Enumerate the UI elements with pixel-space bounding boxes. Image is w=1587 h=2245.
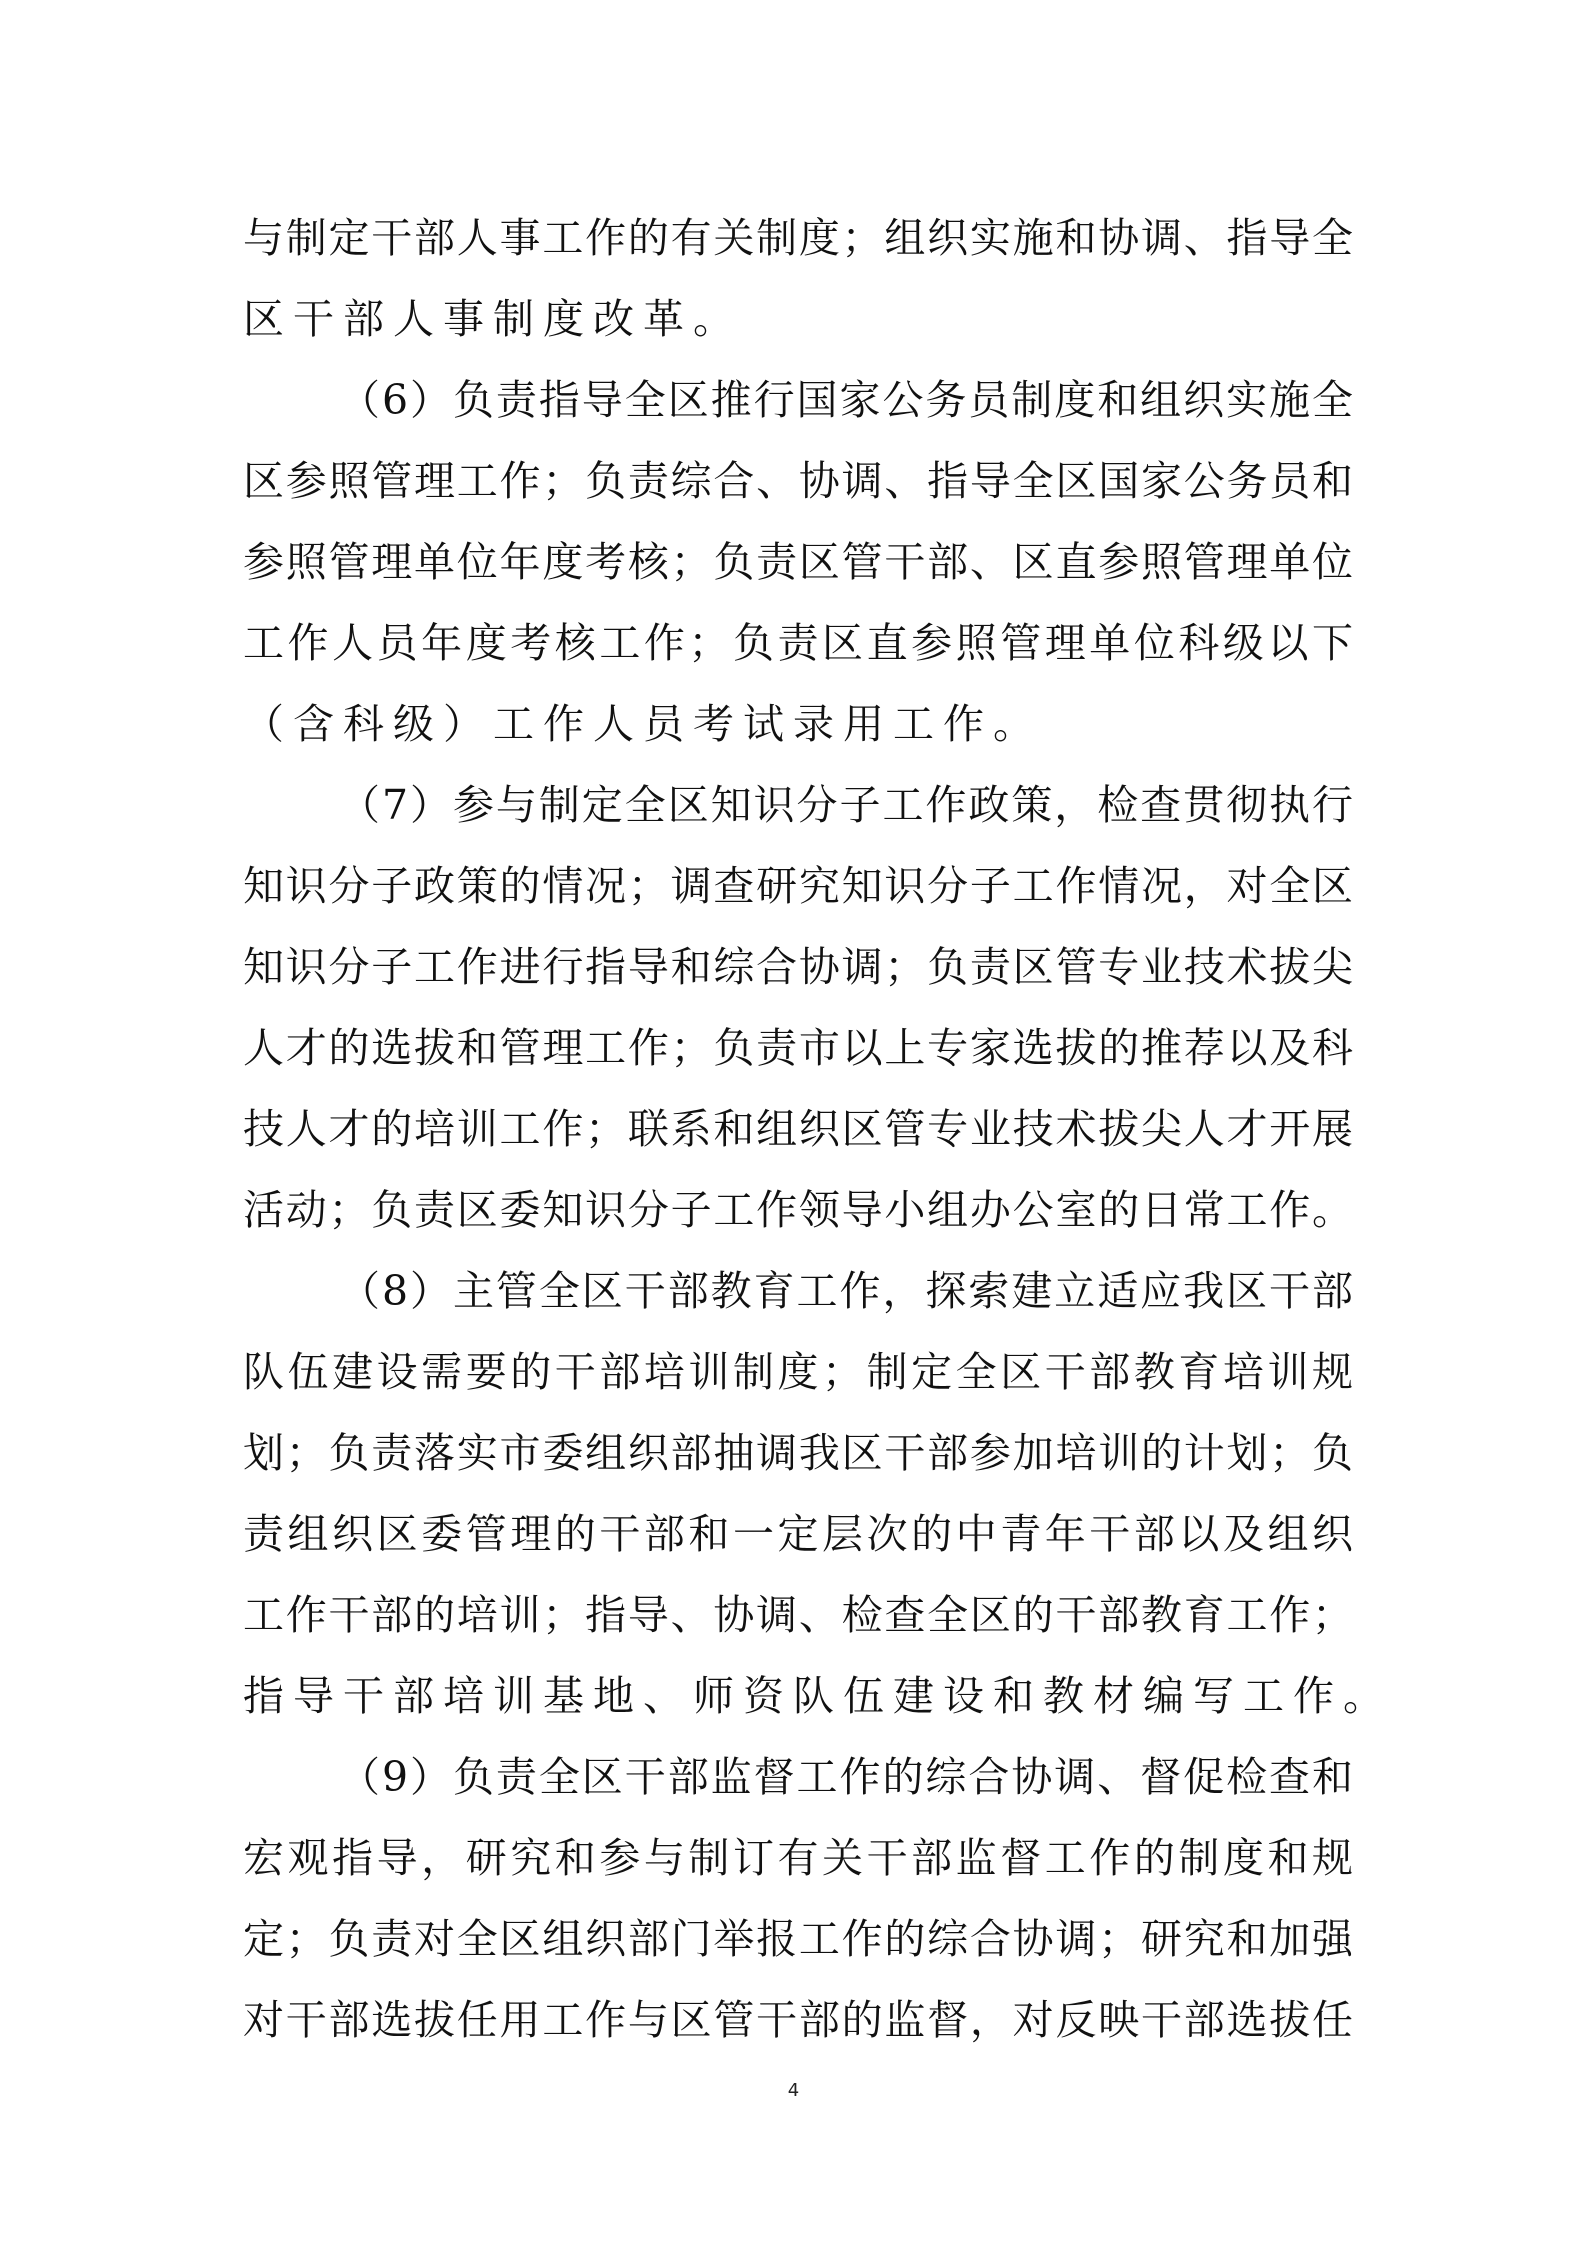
- text-line: 与制定干部人事工作的有关制度；组织实施和协调、指导全: [243, 214, 1353, 262]
- text-line: 区参照管理工作；负责综合、协调、指导全区国家公务员和: [243, 457, 1353, 505]
- text-line: 定；负责对全区组织部门举报工作的综合协调；研究和加强: [243, 1915, 1353, 1963]
- paragraph-start-line: （7）参与制定全区知识分子工作政策，检查贯彻执行: [339, 781, 1353, 829]
- text-line: 人才的选拔和管理工作；负责市以上专家选拔的推荐以及科: [243, 1024, 1353, 1072]
- paragraph-start-line: （6）负责指导全区推行国家公务员制度和组织实施全: [339, 376, 1353, 424]
- text-line: 活动；负责区委知识分子工作领导小组办公室的日常工作。: [243, 1186, 1353, 1234]
- text-line: 知识分子政策的情况；调查研究知识分子工作情况，对全区: [243, 862, 1353, 910]
- text-line: 划；负责落实市委组织部抽调我区干部参加培训的计划；负: [243, 1429, 1353, 1477]
- text-line: 指导干部培训基地、师资队伍建设和教材编写工作。: [243, 1672, 1393, 1720]
- paragraph-start-line: （9）负责全区干部监督工作的综合协调、督促检查和: [339, 1753, 1353, 1801]
- page-number: 4: [787, 2080, 800, 2101]
- text-line: 知识分子工作进行指导和综合协调；负责区管专业技术拔尖: [243, 943, 1353, 991]
- text-line: 队伍建设需要的干部培训制度；制定全区干部教育培训规: [243, 1348, 1353, 1396]
- text-line: （含科级）工作人员考试录用工作。: [243, 700, 1043, 748]
- text-line: 区干部人事制度改革。: [243, 295, 743, 343]
- text-line: 对干部选拔任用工作与区管干部的监督，对反映干部选拔任: [243, 1996, 1353, 2044]
- text-line: 参照管理单位年度考核；负责区管干部、区直参照管理单位: [243, 538, 1353, 586]
- text-line: 工作干部的培训；指导、协调、检查全区的干部教育工作；: [243, 1591, 1353, 1639]
- text-line: 技人才的培训工作；联系和组织区管专业技术拔尖人才开展: [243, 1105, 1353, 1153]
- body-text: [243, 198, 1393, 2061]
- text-line: 工作人员年度考核工作；负责区直参照管理单位科级以下: [243, 619, 1353, 667]
- text-line: 宏观指导，研究和参与制订有关干部监督工作的制度和规: [243, 1834, 1353, 1882]
- paragraph-start-line: （8）主管全区干部教育工作，探索建立适应我区干部: [339, 1267, 1353, 1315]
- text-line: 责组织区委管理的干部和一定层次的中青年干部以及组织: [243, 1510, 1353, 1558]
